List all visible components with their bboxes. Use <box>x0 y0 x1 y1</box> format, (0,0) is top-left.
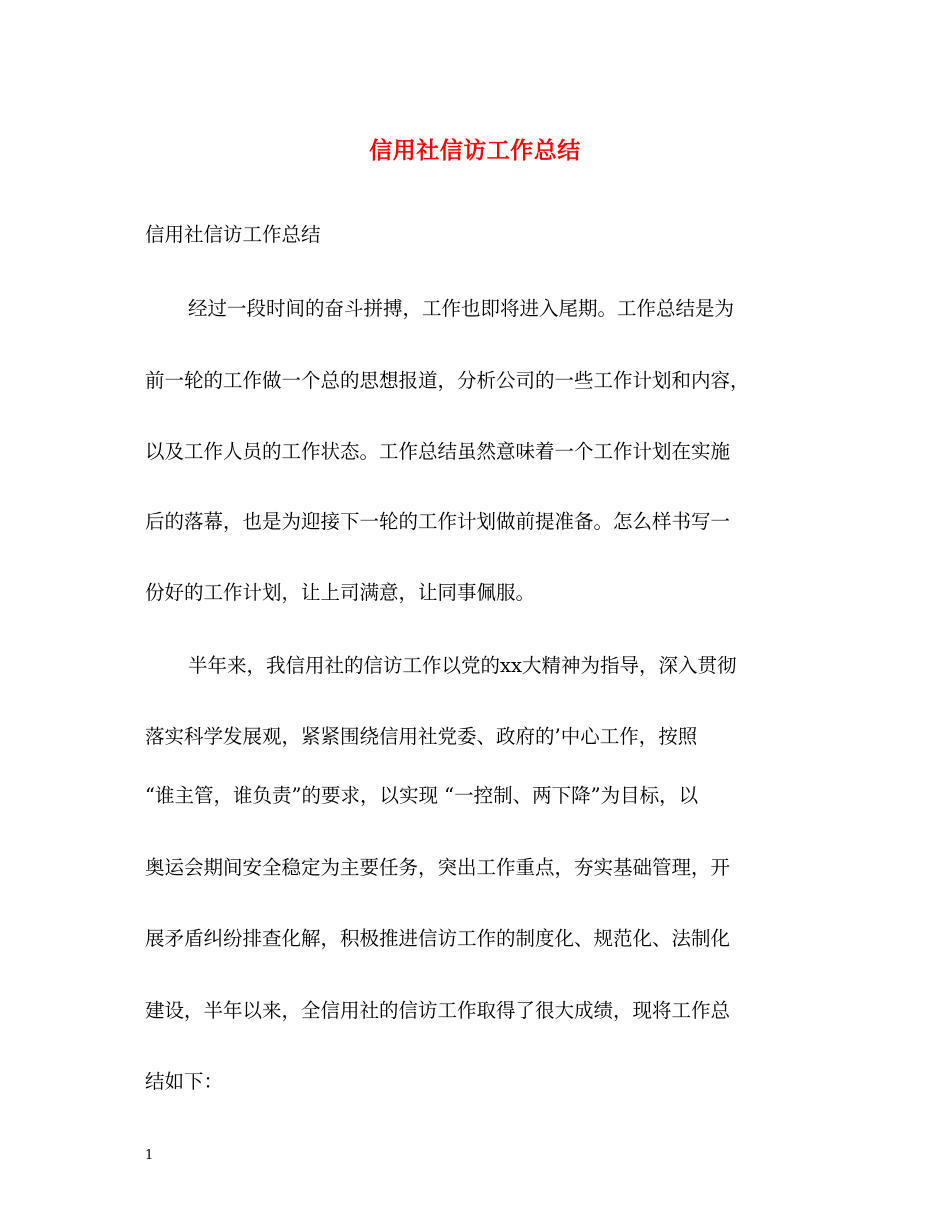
body-line-10: 展矛盾纠纷排查化解，积极推进信访工作的制度化、规范化、法制化 <box>145 927 731 950</box>
page-title: 信用社信访工作总结 <box>369 137 581 164</box>
body-line-11: 建设，半年以来，全信用社的信访工作取得了很大成绩，现将工作总 <box>145 999 731 1022</box>
body-line-9: 奥运会期间安全稳定为主要任务，突出工作重点，夯实基础管理，开 <box>145 856 731 879</box>
body-line-6: 半年来，我信用社的信访工作以党的xx大精神为指导，深入贯彻 <box>188 654 737 677</box>
body-line-12: 结如下： <box>145 1070 224 1093</box>
body-line-8: “谁主管，谁负责”的要求，以实现 “一控制、两下降”为目标，以 <box>145 784 699 807</box>
body-line-1: 经过一段时间的奋斗拼搏，工作也即将进入尾期。工作总结是为 <box>188 297 735 320</box>
doc-subtitle: 信用社信访工作总结 <box>145 223 321 246</box>
body-line-7: 落实科学发展观，紧紧围绕信用社党委、政府的’中心工作，按照 <box>145 725 698 748</box>
body-line-2: 前一轮的工作做一个总的思想报道，分析公司的一些工作计划和内容， <box>145 369 750 392</box>
body-line-4: 后的落幕，也是为迎接下一轮的工作计划做前提准备。怎么样书写一 <box>145 510 731 533</box>
page-number: 1 <box>145 1148 154 1163</box>
body-line-5: 份好的工作计划，让上司满意，让同事佩服。 <box>145 581 536 604</box>
body-line-3: 以及工作人员的工作状态。工作总结虽然意味着一个工作计划在实施 <box>145 440 731 463</box>
